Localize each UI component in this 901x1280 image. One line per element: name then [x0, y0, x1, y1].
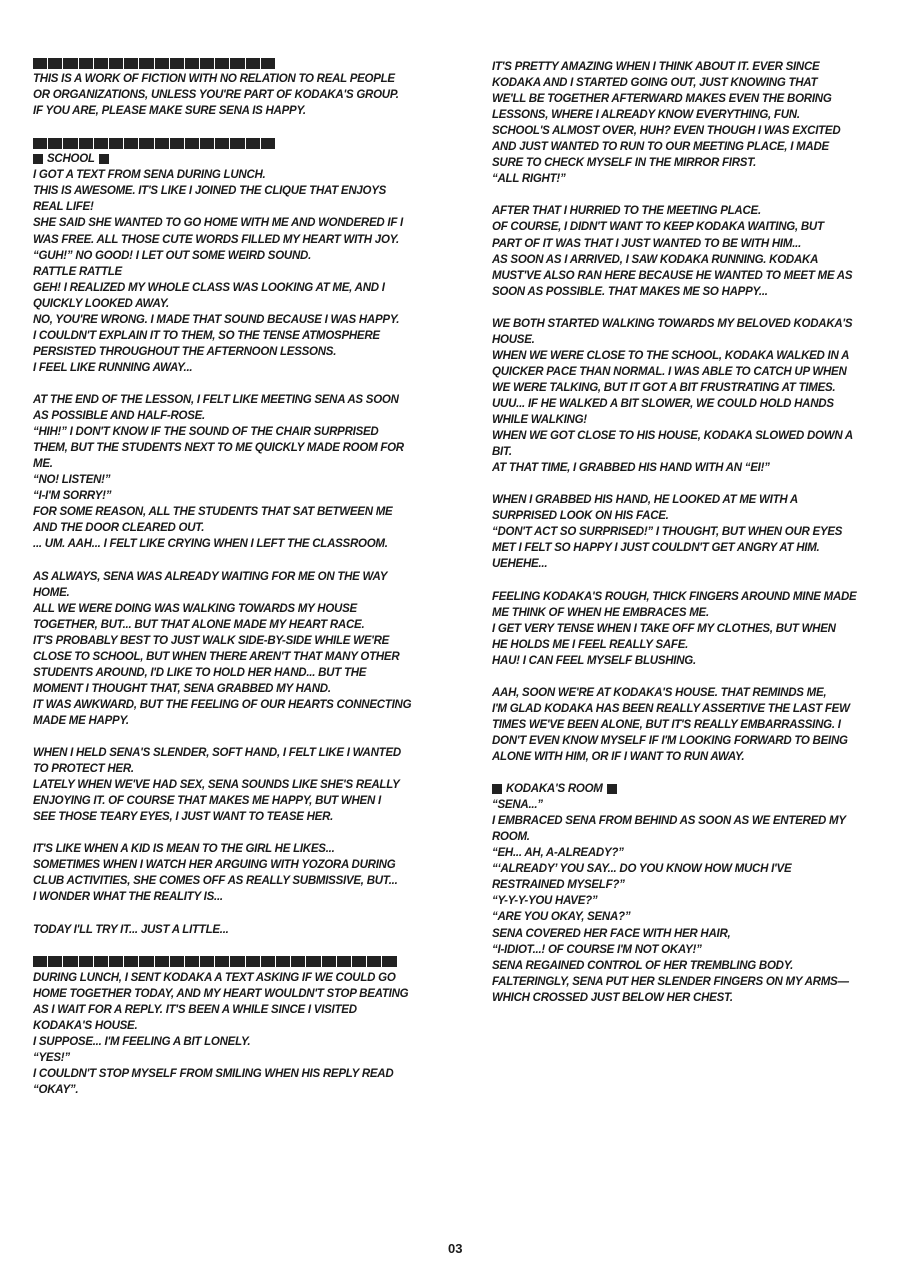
text-line: THEM, BUT THE STUDENTS NEXT TO ME QUICKLY MADE ROOM FOR: [33, 442, 404, 455]
divider-block: [170, 956, 184, 967]
section-divider-bar: [33, 954, 453, 970]
divider-block: [261, 58, 275, 69]
blank-line: [492, 187, 901, 203]
text-line: ... UM. AAH... I FELT LIKE CRYING WHEN I LEFT THE CLASSROOM.: [33, 538, 388, 551]
divider-block: [215, 956, 229, 967]
text-line: AS ALWAYS, SENA WAS ALREADY WAITING FOR ME ON THE WAY: [33, 570, 388, 583]
blank-line: [33, 376, 453, 392]
text-line: “GUH!” NO GOOD! I LET OUT SOME WEIRD SOUND.: [33, 249, 312, 262]
divider-block: [155, 956, 169, 967]
text-line: ALONE WITH HIM, OR IF I WANT TO RUN AWAY.: [492, 751, 745, 764]
text-line: QUICKLY LOOKED AWAY.: [33, 297, 169, 310]
divider-block: [322, 956, 336, 967]
divider-block: [367, 956, 381, 967]
divider-block: [139, 956, 153, 967]
divider-block: [185, 58, 199, 69]
text-line: KODAKA'S HOUSE.: [33, 1019, 138, 1032]
divider-block: [246, 58, 260, 69]
text-line: HE HOLDS ME I FEEL REALLY SAFE.: [492, 638, 689, 651]
text-line: THIS IS AWESOME. IT'S LIKE I JOINED THE CLIQUE THAT ENJOYS: [33, 185, 387, 198]
text-line: “NO! LISTEN!”: [33, 474, 111, 487]
text-line: CLOSE TO SCHOOL, BUT WHEN THERE AREN'T THAT MANY OTHER: [33, 650, 400, 663]
text-line: MUST'VE ALSO RAN HERE BECAUSE HE WANTED TO MEET ME AS: [492, 269, 853, 282]
section-divider-bar: [33, 135, 453, 151]
text-line: DURING LUNCH, I SENT KODAKA A TEXT ASKING IF WE COULD GO: [33, 971, 396, 984]
text-line: TIMES WE'VE BEEN ALONE, BUT IT'S REALLY EMBARRASSING. I: [492, 718, 841, 731]
square-bullet-icon: [607, 784, 617, 794]
divider-block: [63, 58, 77, 69]
text-line: “HIH!” I DON'T KNOW IF THE SOUND OF THE CHAIR SURPRISED: [33, 426, 379, 439]
section-divider-bar: [33, 55, 453, 71]
square-bullet-icon: [33, 154, 43, 164]
text-line: OR ORGANIZATIONS, UNLESS YOU'RE PART OF KODAKA'S GROUP.: [33, 89, 399, 102]
text-line: AND JUST WANTED TO RUN TO OUR MEETING PLACE, I MADE: [492, 141, 829, 154]
divider-block: [124, 956, 138, 967]
text-line: “ARE YOU OKAY, SENA?”: [492, 911, 631, 924]
divider-block: [33, 58, 47, 69]
text-line: AS I WAIT FOR A REPLY. IT'S BEEN A WHILE SINCE I VISITED: [33, 1003, 357, 1016]
section-header: [492, 781, 901, 797]
text-line: FOR SOME REASON, ALL THE STUDENTS THAT SAT BETWEEN ME: [33, 506, 393, 519]
blank-line: [33, 119, 453, 135]
divider-block: [94, 58, 108, 69]
text-line: “OKAY”.: [33, 1084, 79, 1096]
text-line: SHE SAID SHE WANTED TO GO HOME WITH ME AND WONDERED IF I: [33, 217, 403, 230]
text-line: SOMETIMES WHEN I WATCH HER ARGUING WITH YOZORA DURING: [33, 859, 396, 872]
text-line: HOME.: [33, 586, 70, 599]
text-line: AFTER THAT I HURRIED TO THE MEETING PLACE.: [492, 205, 761, 218]
text-line: LATELY WHEN WE'VE HAD SEX, SENA SOUNDS LIKE SHE'S REALLY: [33, 779, 400, 792]
divider-block: [109, 956, 123, 967]
text-line: WHEN I GRABBED HIS HAND, HE LOOKED AT ME WITH A: [492, 494, 798, 507]
text-line: “EH... AH, A-ALREADY?”: [492, 847, 624, 860]
text-line: HOUSE.: [492, 333, 535, 346]
blank-line: [492, 765, 901, 781]
text-line: AS POSSIBLE AND HALF-ROSE.: [33, 410, 205, 423]
divider-block: [170, 138, 184, 149]
divider-block: [306, 956, 320, 967]
text-line: HOME TOGETHER TODAY, AND MY HEART WOULDN'T STOP BEATING: [33, 987, 409, 1000]
text-line: WHILE WALKING!: [492, 414, 587, 427]
text-line: HAU! I CAN FEEL MYSELF BLUSHING.: [492, 654, 696, 667]
divider-block: [155, 138, 169, 149]
divider-block: [63, 138, 77, 149]
text-line: IT'S PROBABLY BEST TO JUST WALK SIDE-BY-SIDE WHILE WE'RE: [33, 634, 390, 647]
divider-block: [48, 138, 62, 149]
divider-block: [352, 956, 366, 967]
divider-block: [139, 58, 153, 69]
text-line: SENA REGAINED CONTROL OF HER TREMBLING BODY.: [492, 959, 794, 972]
divider-block: [185, 138, 199, 149]
text-line: AAH, SOON WE'RE AT KODAKA'S HOUSE. THAT REMINDS ME,: [492, 686, 827, 699]
divider-block: [79, 138, 93, 149]
divider-block: [382, 956, 396, 967]
text-line: SURPRISED LOOK ON HIS FACE.: [492, 510, 669, 523]
text-line: WHEN I HELD SENA'S SLENDER, SOFT HAND, I FELT LIKE I WANTED: [33, 747, 401, 760]
text-line: SENA COVERED HER FACE WITH HER HAIR,: [492, 927, 731, 940]
divider-block: [246, 138, 260, 149]
blank-line: [33, 905, 453, 921]
text-line: OF COURSE, I DIDN'T WANT TO KEEP KODAKA WAITING, BUT: [492, 221, 824, 234]
text-line: I COULDN'T STOP MYSELF FROM SMILING WHEN HIS REPLY READ: [33, 1067, 394, 1080]
text-line: IF YOU ARE, PLEASE MAKE SURE SENA IS HAPPY.: [33, 105, 306, 118]
text-line: UUU... IF HE WALKED A BIT SLOWER, WE COULD HOLD HANDS: [492, 397, 834, 410]
text-line: I'M GLAD KODAKA HAS BEEN REALLY ASSERTIVE THE LAST FEW: [492, 702, 850, 715]
text-line: IT WAS AWKWARD, BUT THE FEELING OF OUR HEARTS CONNECTING: [33, 698, 412, 711]
text-line: AT THAT TIME, I GRABBED HIS HAND WITH AN “EI!”: [492, 462, 770, 475]
text-line: RATTLE RATTLE: [33, 265, 122, 278]
text-line: BIT.: [492, 446, 512, 459]
text-line: SURE TO CHECK MYSELF IN THE MIRROR FIRST.: [492, 157, 757, 170]
text-line: ME THINK OF WHEN HE EMBRACES ME.: [492, 606, 709, 619]
text-line: NO, YOU'RE WRONG. I MADE THAT SOUND BECAUSE I WAS HAPPY.: [33, 313, 400, 326]
text-line: I GOT A TEXT FROM SENA DURING LUNCH.: [33, 169, 266, 182]
divider-block: [291, 956, 305, 967]
blank-line: [492, 573, 901, 589]
text-line: KODAKA AND I STARTED GOING OUT, JUST KNOWING THAT: [492, 77, 818, 90]
blank-line: [33, 729, 453, 745]
text-line: AND THE DOOR CLEARED OUT.: [33, 522, 205, 535]
text-line: “I-IDIOT...! OF COURSE I'M NOT OKAY!”: [492, 943, 702, 956]
divider-block: [200, 138, 214, 149]
text-line: WAS FREE. ALL THOSE CUTE WORDS FILLED MY HEART WITH JOY.: [33, 233, 399, 246]
divider-block: [33, 956, 47, 967]
text-line: MOMENT I THOUGHT THAT, SENA GRABBED MY HAND.: [33, 682, 331, 695]
divider-block: [185, 956, 199, 967]
text-line: ENJOYING IT. OF COURSE THAT MAKES ME HAPPY, BUT WHEN I: [33, 795, 381, 808]
text-line: “Y-Y-Y-YOU HAVE?”: [492, 895, 598, 908]
divider-block: [63, 956, 77, 967]
divider-block: [109, 138, 123, 149]
text-line: GEH! I REALIZED MY WHOLE CLASS WAS LOOKING AT ME, AND I: [33, 281, 385, 294]
text-line: WHEN WE GOT CLOSE TO HIS HOUSE, KODAKA SLOWED DOWN A: [492, 430, 853, 443]
blank-line: [492, 669, 901, 685]
text-line: ME.: [33, 458, 53, 471]
divider-block: [79, 58, 93, 69]
text-line: TOGETHER, BUT... BUT THAT ALONE MADE MY HEART RACE.: [33, 618, 365, 631]
text-line: “ALL RIGHT!”: [492, 173, 566, 186]
divider-block: [200, 956, 214, 967]
divider-block: [276, 956, 290, 967]
divider-block: [94, 138, 108, 149]
blank-line: [33, 552, 453, 568]
text-line: ALL WE WERE DOING WAS WALKING TOWARDS MY HOUSE: [33, 602, 357, 615]
text-line: FEELING KODAKA'S ROUGH, THICK FINGERS AROUND MINE MADE: [492, 590, 857, 603]
divider-block: [170, 58, 184, 69]
square-bullet-icon: [492, 784, 502, 794]
text-line: MET I FELT SO HAPPY I JUST COULDN'T GET ANGRY AT HIM.: [492, 542, 820, 555]
divider-block: [200, 58, 214, 69]
divider-block: [109, 58, 123, 69]
blank-line: [492, 476, 901, 492]
text-line: REAL LIFE!: [33, 201, 94, 214]
text-line: “‘ALREADY’ YOU SAY... DO YOU KNOW HOW MUCH I'VE: [492, 863, 792, 876]
text-line: I COULDN'T EXPLAIN IT TO THEM, SO THE TENSE ATMOSPHERE: [33, 329, 380, 342]
text-line: WE BOTH STARTED WALKING TOWARDS MY BELOVED KODAKA'S: [492, 317, 853, 330]
page-number: 03: [448, 1241, 463, 1256]
divider-block: [139, 138, 153, 149]
divider-block: [230, 138, 244, 149]
divider-block: [94, 956, 108, 967]
text-line: SOON AS POSSIBLE. THAT MAKES ME SO HAPPY...: [492, 285, 768, 298]
text-line: MADE ME HAPPY.: [33, 714, 129, 727]
section-header-text: KODAKA'S ROOM: [506, 783, 603, 796]
divider-block: [215, 138, 229, 149]
divider-block: [261, 138, 275, 149]
text-line: I GET VERY TENSE WHEN I TAKE OFF MY CLOTHES, BUT WHEN: [492, 622, 836, 635]
text-line: I SUPPOSE... I'M FEELING A BIT LONELY.: [33, 1035, 251, 1048]
text-line: WHICH CROSSED JUST BELOW HER CHEST.: [492, 991, 733, 1004]
text-line: PERSISTED THROUGHOUT THE AFTERNOON LESSONS.: [33, 345, 337, 358]
divider-block: [79, 956, 93, 967]
text-line: “I-I'M SORRY!”: [33, 490, 112, 503]
text-line: THIS IS A WORK OF FICTION WITH NO RELATION TO REAL PEOPLE: [33, 73, 395, 86]
text-line: IT'S PRETTY AMAZING WHEN I THINK ABOUT IT. EVER SINCE: [492, 61, 820, 73]
blank-line: [33, 825, 453, 841]
blank-line: [33, 938, 453, 954]
text-line: WE WERE TALKING, BUT IT GOT A BIT FRUSTRATING AT TIMES.: [492, 381, 836, 394]
text-line: WHEN WE WERE CLOSE TO THE SCHOOL, KODAKA WALKED IN A: [492, 349, 850, 362]
text-line: I FEEL LIKE RUNNING AWAY...: [33, 361, 193, 374]
text-line: AS SOON AS I ARRIVED, I SAW KODAKA RUNNING. KODAKA: [492, 253, 819, 266]
text-line: PART OF IT WAS THAT I JUST WANTED TO BE WITH HIM...: [492, 237, 802, 250]
divider-block: [155, 58, 169, 69]
text-line: LESSONS, WHERE I ALREADY KNOW EVERYTHING, FUN.: [492, 109, 800, 122]
text-line: TO PROTECT HER.: [33, 763, 134, 776]
text-line: UEHEHE...: [492, 558, 548, 571]
section-header: [33, 151, 453, 167]
divider-block: [33, 138, 47, 149]
text-line: QUICKER PACE THAN NORMAL. I WAS ABLE TO CATCH UP WHEN: [492, 365, 847, 378]
divider-block: [230, 956, 244, 967]
divider-block: [48, 956, 62, 967]
text-line: TODAY I'LL TRY IT... JUST A LITTLE...: [33, 923, 229, 936]
text-line: ROOM.: [492, 831, 530, 844]
section-header-text: SCHOOL: [47, 153, 95, 166]
text-line: STUDENTS AROUND, I'D LIKE TO HOLD HER HAND... BUT THE: [33, 666, 367, 679]
text-line: IT'S LIKE WHEN A KID IS MEAN TO THE GIRL HE LIKES...: [33, 843, 335, 856]
text-line: AT THE END OF THE LESSON, I FELT LIKE MEETING SENA AS SOON: [33, 393, 399, 406]
left-column: [33, 55, 453, 1098]
text-line: CLUB ACTIVITIES, SHE COMES OFF AS REALLY SUBMISSIVE, BUT...: [33, 875, 398, 888]
divider-block: [48, 58, 62, 69]
blank-line: [492, 300, 901, 316]
text-line: “YES!”: [33, 1051, 70, 1064]
square-bullet-icon: [99, 154, 109, 164]
text-line: I WONDER WHAT THE REALITY IS...: [33, 891, 223, 904]
text-line: DON'T EVEN KNOW MYSELF IF I'M LOOKING FORWARD TO BEING: [492, 734, 848, 747]
divider-block: [337, 956, 351, 967]
text-line: SCHOOL'S ALMOST OVER, HUH? EVEN THOUGH I WAS EXCITED: [492, 125, 841, 138]
divider-block: [246, 956, 260, 967]
text-line: “SENA...”: [492, 799, 543, 812]
text-line: I EMBRACED SENA FROM BEHIND AS SOON AS WE ENTERED MY: [492, 815, 846, 828]
text-line: “DON'T ACT SO SURPRISED!” I THOUGHT, BUT WHEN OUR EYES: [492, 526, 843, 539]
right-column: [492, 59, 901, 1006]
text-line: WE'LL BE TOGETHER AFTERWARD MAKES EVEN THE BORING: [492, 93, 832, 106]
divider-block: [124, 58, 138, 69]
text-line: RESTRAINED MYSELF?”: [492, 879, 625, 892]
divider-block: [215, 58, 229, 69]
text-line: SEE THOSE TEARY EYES, I JUST WANT TO TEASE HER.: [33, 811, 334, 824]
text-line: FALTERINGLY, SENA PUT HER SLENDER FINGERS ON MY ARMS—: [492, 975, 849, 988]
divider-block: [261, 956, 275, 967]
divider-block: [230, 58, 244, 69]
divider-block: [124, 138, 138, 149]
